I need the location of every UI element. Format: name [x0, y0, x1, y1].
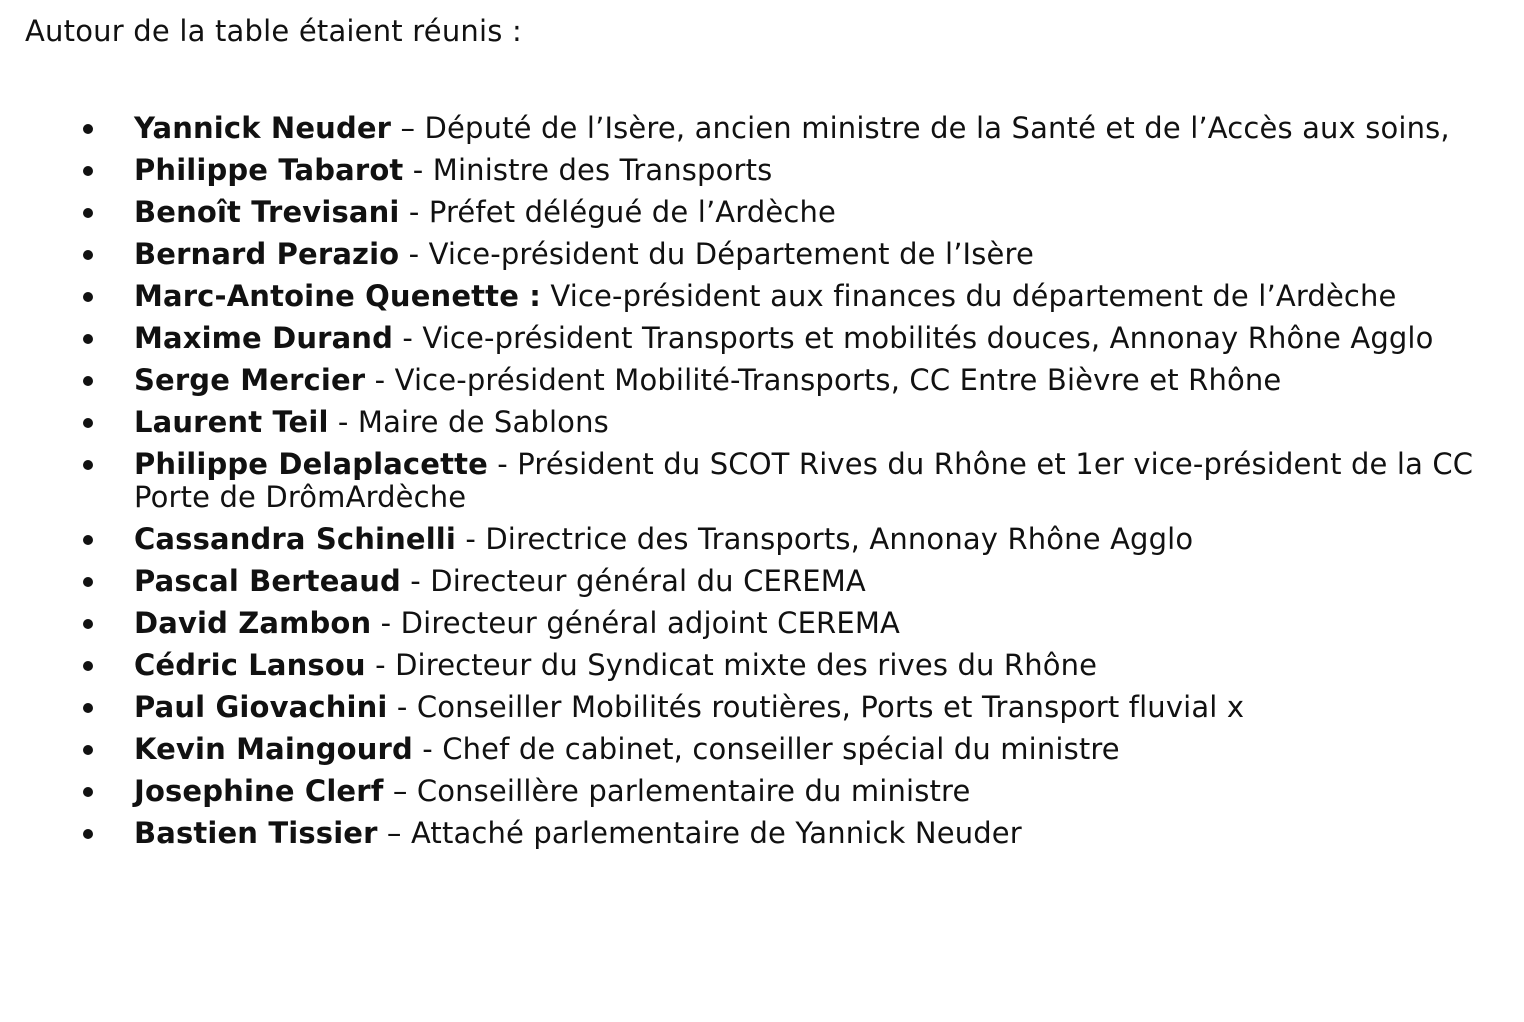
list-item — [0, 649, 1524, 682]
bullet-icon — [83, 292, 93, 302]
attendee-name: Marc-Antoine Quenette : — [134, 279, 542, 313]
attendee-list — [0, 112, 1524, 859]
list-item — [0, 154, 1524, 187]
bullet-icon — [83, 208, 93, 218]
attendee-name: Serge Mercier — [134, 363, 366, 397]
attendee-role: - Directrice des Transports, Annonay Rhône Agglo — [455, 522, 1194, 556]
attendee-name: Josephine Clerf — [134, 774, 384, 808]
attendee-name: Paul Giovachini — [134, 690, 388, 724]
list-item — [0, 775, 1524, 808]
bullet-icon — [83, 745, 93, 755]
list-item — [0, 817, 1524, 850]
attendee-role: - Ministre des Transports — [403, 153, 773, 187]
attendee-name: Laurent Teil — [134, 405, 329, 439]
list-item — [0, 364, 1524, 397]
bullet-icon — [83, 418, 93, 428]
list-item — [0, 196, 1524, 229]
attendee-role: - Chef de cabinet, conseiller spécial du ministre — [412, 732, 1120, 766]
bullet-icon — [83, 619, 93, 629]
attendee-name: Kevin Maingourd — [134, 732, 413, 766]
bullet-icon — [83, 124, 93, 134]
attendee-name: Bernard Perazio — [134, 237, 400, 271]
attendee-name: Pascal Berteaud — [134, 564, 401, 598]
attendee-role: – Conseillère parlementaire du ministre — [383, 774, 971, 808]
list-item — [0, 691, 1524, 724]
attendee-role: - Vice-président Mobilité-Transports, CC Entre Bièvre et Rhône — [365, 363, 1282, 397]
bullet-icon — [83, 577, 93, 587]
bullet-icon — [83, 535, 93, 545]
list-item — [0, 280, 1524, 313]
attendee-name: Benoît Trevisani — [134, 195, 400, 229]
attendee-name: Cassandra Schinelli — [134, 522, 456, 556]
attendee-role: - Directeur du Syndicat mixte des rives du Rhône — [365, 648, 1098, 682]
attendee-name: Philippe Tabarot — [134, 153, 404, 187]
attendee-role: - Vice-président du Département de l’Isère — [399, 237, 1034, 271]
attendee-role: - Directeur général adjoint CEREMA — [371, 606, 900, 640]
attendee-role: - Préfet délégué de l’Ardèche — [399, 195, 837, 229]
list-item — [0, 112, 1524, 145]
attendee-role: - Maire de Sablons — [328, 405, 609, 439]
bullet-icon — [83, 334, 93, 344]
bullet-icon — [83, 787, 93, 797]
attendee-name: Bastien Tissier — [134, 816, 378, 850]
list-item — [0, 322, 1524, 355]
attendee-role: - Vice-président Transports et mobilités douces, Annonay Rhône Agglo — [393, 321, 1434, 355]
bullet-icon — [83, 829, 93, 839]
attendee-name: Philippe Delaplacette — [134, 447, 488, 481]
bullet-icon — [83, 703, 93, 713]
attendee-role: Vice-président aux finances du département de l’Ardèche — [541, 279, 1397, 313]
attendee-role: - Conseiller Mobilités routières, Ports et Transport fluvial x — [387, 690, 1245, 724]
attendee-role: – Député de l’Isère, ancien ministre de la Santé et de l’Accès aux soins, — [391, 111, 1450, 145]
intro-text: Autour de la table étaient réunis : — [25, 14, 522, 48]
attendee-name: Yannick Neuder — [134, 111, 392, 145]
list-item — [0, 448, 1524, 514]
attendee-name: Maxime Durand — [134, 321, 393, 355]
attendee-name: Cédric Lansou — [134, 648, 366, 682]
bullet-icon — [83, 250, 93, 260]
attendee-role: – Attaché parlementaire de Yannick Neuder — [377, 816, 1022, 850]
attendee-role: - Directeur général du CEREMA — [400, 564, 866, 598]
list-item — [0, 238, 1524, 271]
list-item — [0, 523, 1524, 556]
list-item — [0, 406, 1524, 439]
bullet-icon — [83, 166, 93, 176]
attendee-name: David Zambon — [134, 606, 372, 640]
attendee-role: - Président du SCOT Rives du Rhône et 1er vice-président de la CC Porte de DrômArdèche — [134, 447, 1474, 514]
bullet-icon — [83, 460, 93, 470]
bullet-icon — [83, 661, 93, 671]
list-item — [0, 607, 1524, 640]
list-item — [0, 565, 1524, 598]
bullet-icon — [83, 376, 93, 386]
list-item — [0, 733, 1524, 766]
